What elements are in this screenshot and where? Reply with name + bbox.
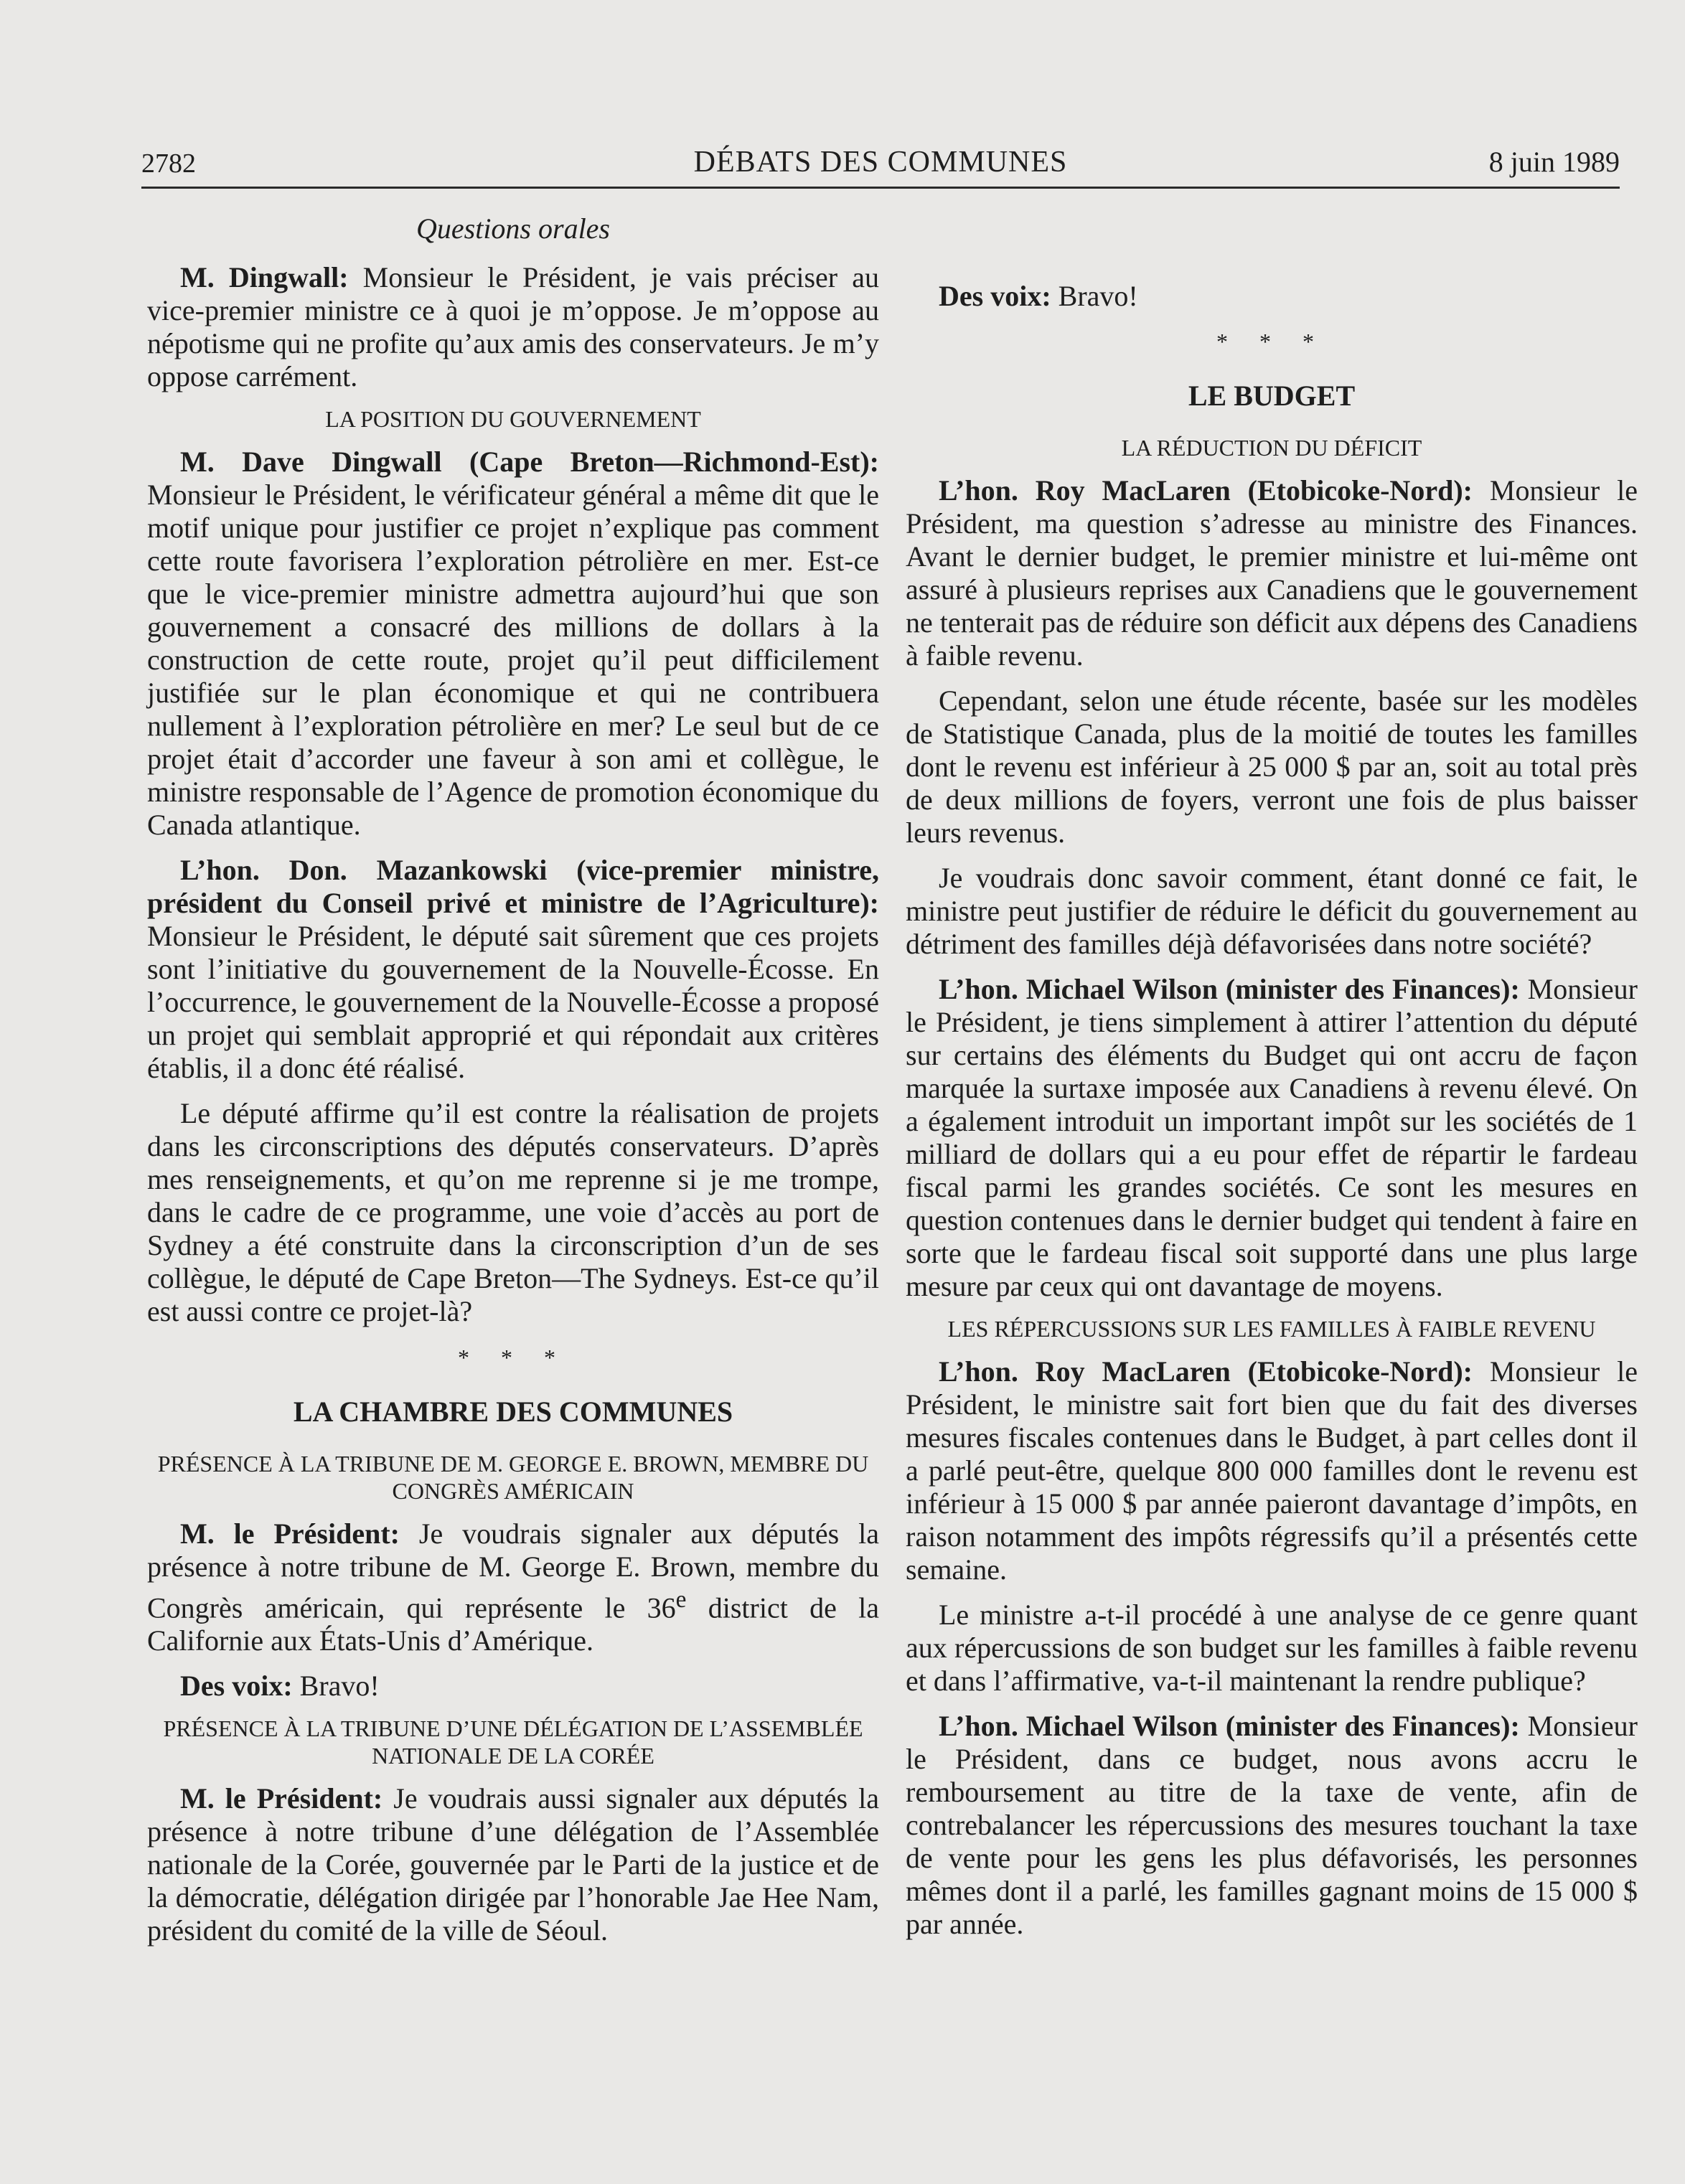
speaker-name: M. Dingwall:: [180, 261, 349, 293]
subheading: LES RÉPERCUSSIONS SUR LES FAMILLES À FAIBLE REVENU: [947, 1316, 1596, 1342]
speech-text: Monsieur le Président, ma question s’adresse au ministre des Finances. Avant le dernier budget, le premier ministre et lui-même ont assuré à plusieurs reprises aux Canadiens que le gouvernement ne tenterait pas de réduire son déficit aux dépens des Canadiens à faible revenu.: [906, 474, 1638, 672]
speaker-name: L’hon. Michael Wilson (minister des Finances):: [939, 973, 1520, 1005]
paragraph: [906, 280, 1638, 313]
paragraph: [906, 973, 1638, 1303]
section-separator: * * *: [1216, 329, 1327, 354]
speech-text: Monsieur le Président, le vérificateur général a même dit que le motif unique pour justifier ce projet n’explique pas comment cette route favorisera l’exploration pétrolière en mer. Est-ce que le vice-premier ministre admettra aujourd’hui que son gouvernement a consacré des millions de dollars à la construction de cette route, projet qu’il peut difficilement justifiée sur le plan économique et qui ne contribuera nullement à l’exploration pétrolière en mer? Le seul but de ce projet était d’accorder une faveur à son ami et collègue, le ministre responsable de l’Agence de promotion économique du Canada atlantique.: [147, 479, 879, 841]
speech-text: Bravo!: [1058, 280, 1138, 312]
subheading: LA RÉDUCTION DU DÉFICIT: [1121, 435, 1422, 461]
paragraph: Cependant, selon une étude récente, basée sur les modèles de Statistique Canada, plus de la moitié de toutes les familles dont le revenu est inférieur à 25 000 $ par an, soit au total près de deux millions de foyers, verront une fois de plus baisser leurs revenus.: [906, 684, 1638, 849]
speaker-name: L’hon. Roy MacLaren (Etobicoke-Nord):: [939, 1355, 1473, 1388]
running-header: [141, 143, 1620, 189]
speaker-name: M. le Président:: [180, 1782, 383, 1815]
speech-text: Je voudrais aussi signaler aux députés la présence à notre tribune d’une délégation de l’Assemblée nationale de la Corée, gouvernée par le Parti de la justice et de la démocratie, délégation dirigée par l’honorable Jae Hee Nam, président du comité de la ville de Séoul.: [147, 1782, 879, 1947]
heading: LE BUDGET: [1188, 380, 1356, 412]
speaker-name: L’hon. Roy MacLaren (Etobicoke-Nord):: [939, 474, 1473, 507]
subheading: PRÉSENCE À LA TRIBUNE D’UNE DÉLÉGATION DE L’ASSEMBLÉE NATIONALE DE LA CORÉE: [163, 1715, 863, 1769]
speaker-name: L’hon. Don. Mazankowski (vice-premier ministre, président du Conseil privé et ministre de l’Agriculture):: [147, 854, 879, 919]
paragraph: [147, 854, 879, 1085]
paragraph: [906, 1710, 1638, 1941]
publication-title: DÉBATS DES COMMUNES: [693, 146, 1068, 179]
section-separator: * * *: [458, 1345, 568, 1370]
paragraph: [147, 261, 879, 393]
right-column: [906, 212, 1638, 1953]
speech-text: Monsieur le Président, le ministre sait fort bien que du fait des diverses mesures fiscales contenues dans le Budget, à part celles dont il a parlé peut-être, quelque 800 000 familles dont le revenu est inférieur à 15 000 $ par année paieront davantage d’impôts, en raison notamment des impôts régressifs qu’il a présentés cette semaine.: [906, 1355, 1638, 1586]
speaker-name: M. Dave Dingwall (Cape Breton—Richmond-Est):: [180, 446, 879, 478]
paragraph: Je voudrais donc savoir comment, étant donné ce fait, le ministre peut justifier de réduire le déficit du gouvernement au détriment des familles déjà défavorisées dans notre société?: [906, 862, 1638, 960]
paragraph: [147, 446, 879, 842]
speaker-name: Des voix:: [180, 1670, 293, 1703]
paragraph: [906, 1355, 1638, 1586]
speech-text: Je voudrais signaler aux députés la présence à notre tribune de M. George E. Brown, membre du Congrès américain, qui représente le 36: [147, 1517, 879, 1624]
speaker-name: Des voix:: [939, 280, 1051, 312]
speech-text: Bravo!: [299, 1670, 380, 1703]
paragraph: [147, 1517, 879, 1657]
ordinal-suffix: e: [675, 1586, 687, 1613]
page-number: 2782: [141, 149, 196, 179]
section-title: Questions orales: [416, 212, 610, 245]
speaker-name: M. le Président:: [180, 1517, 400, 1550]
speech-text: Monsieur le Président, le député sait sûrement que ces projets sont l’initiative du gouvernement de la Nouvelle-Écosse. En l’occurrence, le gouvernement de la Nouvelle-Écosse a proposé un projet qui semblait approprié et qui répondait aux critères établis, il a donc été réalisé.: [147, 920, 879, 1084]
heading: LA CHAMBRE DES COMMUNES: [293, 1395, 733, 1428]
paragraph: [147, 1782, 879, 1947]
speech-text: district de la Californie aux États-Unis d’Amérique.: [147, 1591, 879, 1657]
left-column: [147, 212, 879, 1959]
speaker-name: L’hon. Michael Wilson (minister des Finances):: [939, 1710, 1520, 1742]
issue-date: 8 juin 1989: [1488, 146, 1620, 178]
speech-text: Monsieur le Président, je tiens simplement à attirer l’attention du député sur certains des éléments du Budget qui ont accru de façon marquée la surtaxe imposée aux Canadiens à revenu élevé. On a également introduit un important impôt sur les sociétés de 1 milliard de dollars qui a eu pour effet de répartir le fardeau fiscal parmi les grandes sociétés. Ce sont les mesures en question contenues dans le dernier budget qui tendent à faire en sorte que le fardeau fiscal soit supporté dans une plus large mesure par ceux qui ont davantage de moyens.: [906, 973, 1638, 1302]
subheading: PRÉSENCE À LA TRIBUNE DE M. GEORGE E. BROWN, MEMBRE DU CONGRÈS AMÉRICAIN: [157, 1451, 869, 1504]
speech-text: Monsieur le Président, dans ce budget, nous avons accru le remboursement au titre de la taxe de vente, afin de contrebalancer les répercussions des mesures touchant la taxe de vente pour les gens les plus défavorisés, les personnes mêmes dont il a parlé, les familles gagnant moins de 15 000 $ par année.: [906, 1710, 1638, 1940]
paragraph: [906, 474, 1638, 672]
speech-text: Monsieur le Président, je vais préciser au vice-premier ministre ce à quoi je m’oppose. Je m’oppose au népotisme qui ne profite qu’aux amis des conservateurs. Je m’y oppose carrément.: [147, 261, 879, 392]
paragraph: Le député affirme qu’il est contre la réalisation de projets dans les circonscriptions des députés conservateurs. D’après mes renseignements, et qu’on me reprenne si je me trompe, dans le cadre de ce programme, une voie d’accès au port de Sydney a été construite dans la circonscription d’un de ses collègue, le député de Cape Breton—The Sydneys. Est-ce qu’il est aussi contre ce projet-là?: [147, 1097, 879, 1327]
paragraph: [147, 1670, 879, 1703]
paragraph: Le ministre a-t-il procédé à une analyse de ce genre quant aux répercussions de son budget sur les familles à faible revenu et dans l’affirmative, va-t-il maintenant la rendre publique?: [906, 1599, 1638, 1697]
subheading: LA POSITION DU GOUVERNEMENT: [325, 406, 701, 432]
